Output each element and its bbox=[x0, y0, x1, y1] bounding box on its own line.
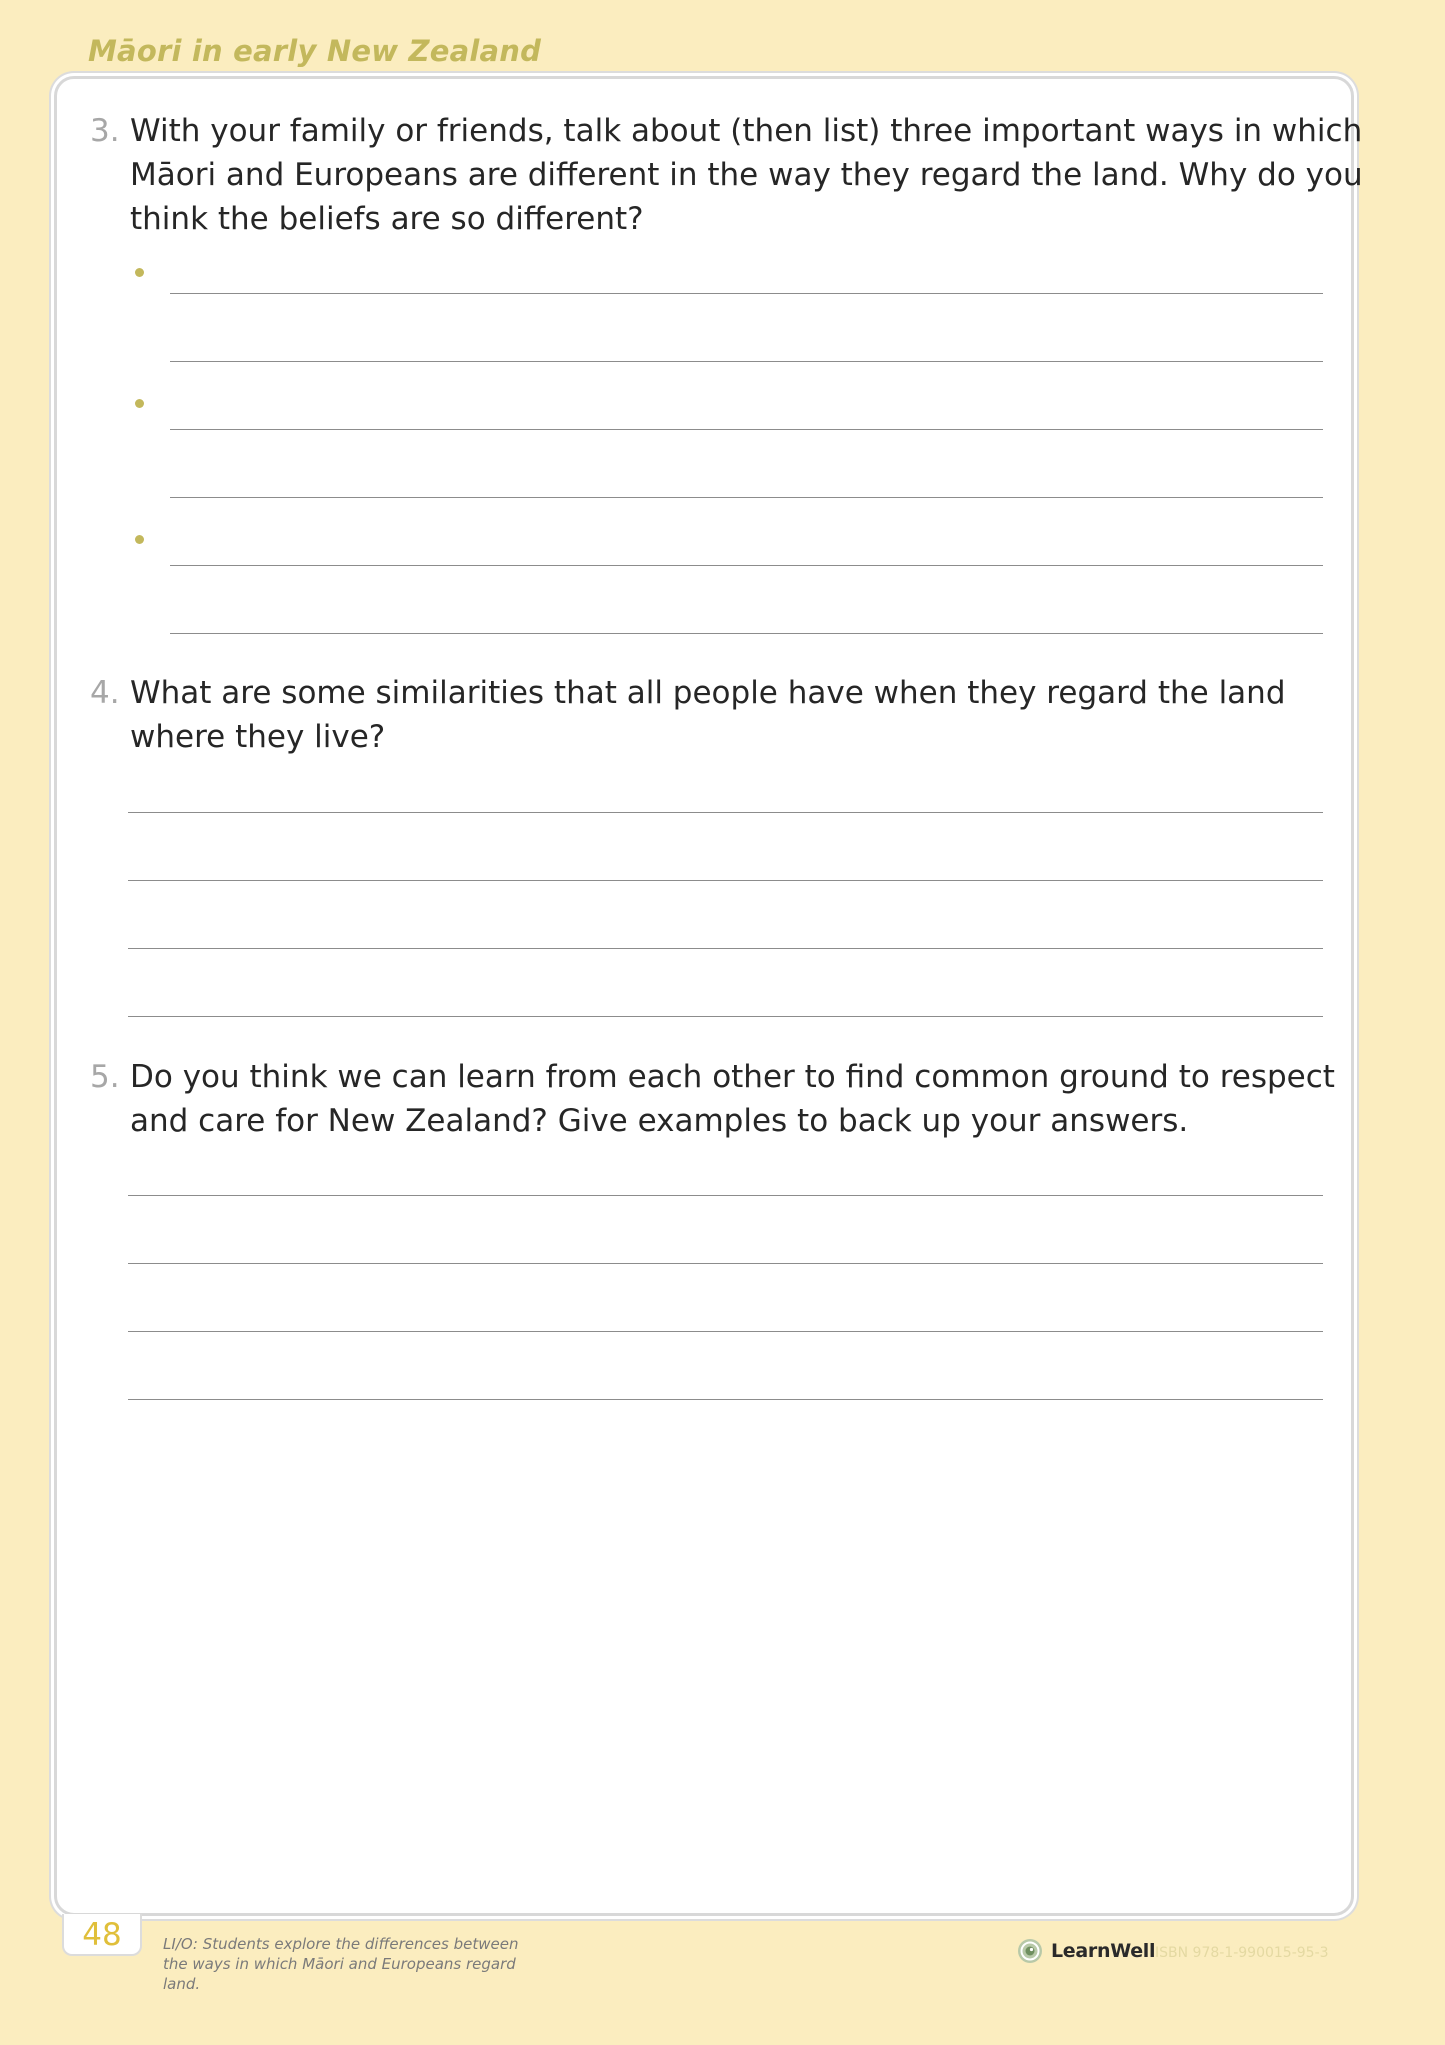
worksheet-card bbox=[54, 76, 1363, 1916]
question-text-line: With your family or friends, talk about (then list) three important ways in which bbox=[130, 113, 1363, 149]
bullet-point bbox=[135, 399, 144, 408]
lio-line: the ways in which Māori and Europeans regard bbox=[163, 1955, 516, 1973]
answer-line[interactable] bbox=[170, 633, 1323, 634]
answer-line[interactable] bbox=[128, 1195, 1323, 1196]
answer-line[interactable] bbox=[128, 812, 1323, 813]
lio-line: land. bbox=[163, 1975, 201, 1993]
bullet-point bbox=[135, 268, 144, 277]
question-text-line: and care for New Zealand? Give examples to back up your answers. bbox=[130, 1103, 1189, 1139]
lio-line: LI/O: Students explore the differences between bbox=[163, 1935, 519, 1953]
isbn-text: ISBN 978-1-990015-95-3 bbox=[1155, 1945, 1329, 1961]
question-text-line: Do you think we can learn from each other to find common ground to respect bbox=[130, 1059, 1335, 1095]
question-text bbox=[130, 671, 1321, 759]
question-text bbox=[130, 109, 1363, 241]
question-text-line: What are some similarities that all people have when they regard the land bbox=[130, 675, 1286, 711]
question-number: 5. bbox=[90, 1059, 120, 1095]
question-text-line: Māori and Europeans are different in the way they regard the land. Why do you bbox=[130, 157, 1363, 193]
answer-line[interactable] bbox=[128, 1016, 1323, 1017]
answer-line[interactable] bbox=[128, 1331, 1323, 1332]
question-number: 4. bbox=[90, 675, 120, 711]
answer-line[interactable] bbox=[128, 1399, 1323, 1400]
answer-line[interactable] bbox=[170, 293, 1323, 294]
question-text-line: think the beliefs are so different? bbox=[130, 201, 644, 237]
answer-line[interactable] bbox=[170, 565, 1323, 566]
brand-name: LearnWell bbox=[1051, 1940, 1156, 1962]
page-header-title: Māori in early New Zealand bbox=[88, 34, 542, 68]
answer-line[interactable] bbox=[128, 880, 1323, 881]
learnwell-logo bbox=[1017, 1938, 1155, 1964]
page-number-tab bbox=[62, 1914, 142, 1956]
question-number: 3. bbox=[90, 113, 120, 149]
learning-intention-note bbox=[163, 1934, 543, 1994]
answer-line[interactable] bbox=[170, 361, 1323, 362]
answer-line[interactable] bbox=[128, 1263, 1323, 1264]
learnwell-logo-icon bbox=[1017, 1938, 1043, 1964]
bullet-point bbox=[135, 535, 144, 544]
answer-line[interactable] bbox=[170, 429, 1323, 430]
answer-line[interactable] bbox=[170, 497, 1323, 498]
answer-line[interactable] bbox=[128, 948, 1323, 949]
question-text bbox=[130, 1055, 1335, 1143]
question-text-line: where they live? bbox=[130, 719, 386, 755]
page-number: 48 bbox=[82, 1917, 122, 1953]
